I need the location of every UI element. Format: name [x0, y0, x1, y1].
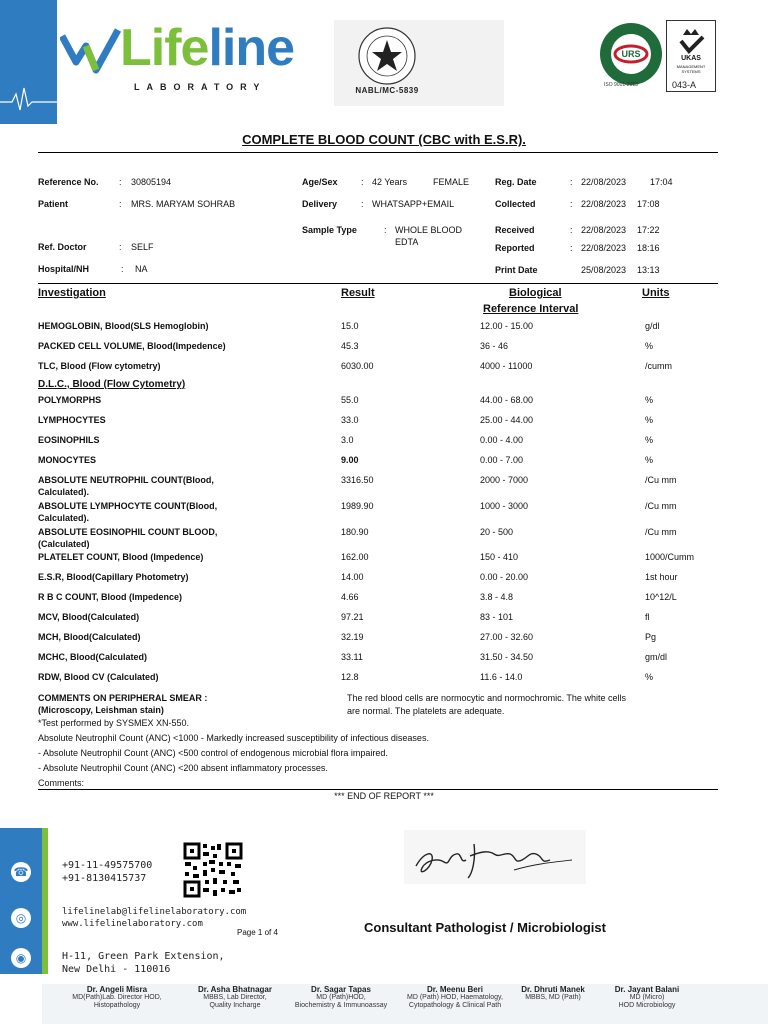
unit: %: [645, 395, 654, 405]
header-accent-strip: [0, 0, 57, 124]
doctor-entry: [62, 986, 172, 1010]
doctor-role: HOD Microbiology: [618, 1002, 676, 1009]
unit: /Cu mm: [645, 475, 677, 485]
doctors-bar: [42, 984, 768, 1024]
unit: %: [645, 435, 654, 445]
ref-no-label: Reference No.: [38, 177, 99, 187]
footer-icon-strip: [0, 828, 42, 974]
colon: :: [119, 242, 122, 252]
doctor-entry: [395, 986, 515, 1010]
result-value: 180.90: [341, 527, 369, 537]
colon: :: [384, 225, 387, 235]
received-label: Received: [495, 225, 535, 235]
ref-doctor-value: SELF: [131, 242, 154, 252]
globe-icon: ◎: [11, 908, 31, 928]
reference-interval: 12.00 - 15.00: [480, 321, 534, 331]
investigation-name: MCV, Blood(Calculated): [38, 612, 140, 622]
heartbeat-icon: [0, 80, 57, 120]
print-date-value: 25/08/2023: [581, 265, 627, 275]
col-units: Units: [642, 287, 670, 299]
reference-interval: 0.00 - 20.00: [480, 572, 529, 582]
patient-value: MRS. MARYAM SOHRAB: [131, 199, 236, 209]
website-link[interactable]: www.lifelinelaboratory.com: [62, 919, 203, 929]
reg-date-label: Reg. Date: [495, 177, 537, 187]
investigation-name: MCH, Blood(Calculated): [38, 632, 141, 642]
reference-interval: 150 - 410: [480, 552, 519, 562]
result-value: 45.3: [341, 341, 359, 351]
colon: :: [361, 177, 364, 187]
ukas-code: 043-A: [672, 80, 697, 90]
reference-interval: 3.8 - 4.8: [480, 592, 514, 602]
result-value: 4.66: [341, 592, 359, 602]
note-line: *Test performed by SYSMEX XN-550.: [38, 718, 190, 728]
col-reference-2: Reference Interval: [483, 303, 579, 315]
col-result: Result: [341, 287, 375, 299]
unit: /Cu mm: [645, 527, 677, 537]
result-value: 12.8: [341, 672, 359, 682]
colon: :: [119, 177, 122, 187]
signature-image: [404, 830, 586, 884]
peripheral-smear-heading: [38, 692, 207, 716]
email-link[interactable]: lifelinelab@lifelinelaboratory.com: [62, 907, 247, 917]
colon: :: [121, 264, 124, 274]
reference-interval: 0.00 - 7.00: [480, 455, 524, 465]
reported-label: Reported: [495, 243, 535, 253]
result-value: 97.21: [341, 612, 364, 622]
unit: %: [645, 672, 654, 682]
col-reference-1: Biological: [509, 287, 562, 299]
doctor-entry: [286, 986, 396, 1010]
address-line-1: H-11, Green Park Extension,: [62, 951, 225, 962]
reference-interval: 31.50 - 34.50: [480, 652, 534, 662]
reported-date-value: 22/08/2023: [581, 243, 627, 253]
doctor-credentials: MBBS, Lab Director,: [203, 994, 267, 1001]
sex-value: FEMALE: [433, 177, 470, 187]
doctor-entry: [592, 986, 702, 1010]
logo-subtitle: LABORATORY: [134, 82, 267, 92]
age-sex-label: Age/Sex: [302, 177, 338, 187]
nabl-seal-icon: [344, 26, 430, 88]
result-value-abnormal: 9.00: [341, 455, 359, 465]
doctor-name: Dr. Jayant Balani: [614, 985, 680, 994]
address-line-2: New Delhi - 110016: [62, 964, 171, 975]
footer-accent-bar: [42, 828, 48, 974]
lifeline-logo: [60, 18, 330, 98]
unit: 10^12/L: [645, 592, 677, 602]
result-value: 162.00: [341, 552, 369, 562]
reference-interval: 1000 - 3000: [480, 501, 529, 511]
investigation-name: TLC, Blood (Flow cytometry): [38, 361, 161, 371]
colon: :: [119, 199, 122, 209]
colon: :: [570, 177, 573, 187]
end-divider: [38, 789, 718, 790]
doctor-name: Dr. Meenu Beri: [426, 985, 483, 994]
result-value: 15.0: [341, 321, 359, 331]
result-value: 33.11: [341, 652, 363, 662]
doctor-role: Quality Incharge: [209, 1002, 261, 1009]
reported-time-value: 18:16: [637, 243, 660, 253]
delivery-label: Delivery: [302, 199, 338, 209]
sample-type-label: Sample Type: [302, 225, 357, 235]
qr-code-icon[interactable]: [183, 842, 243, 898]
reference-interval: 11.6 - 14.0: [480, 672, 523, 682]
phone-icon: ☎: [11, 862, 31, 882]
investigation-name: ABSOLUTE NEUTROPHIL COUNT(Blood, Calculated).: [38, 475, 214, 497]
reference-interval: 44.00 - 68.00: [480, 395, 534, 405]
reference-interval: 4000 - 11000: [480, 361, 533, 371]
ref-doctor-label: Ref. Doctor: [38, 242, 87, 252]
doctor-role: Histopathology: [93, 1002, 141, 1009]
unit: /Cu mm: [645, 501, 677, 511]
investigation-name: POLYMORPHS: [38, 395, 102, 405]
unit: 1st hour: [645, 572, 678, 582]
collected-label: Collected: [495, 199, 536, 209]
phone-1[interactable]: +91-11-49575700: [62, 860, 153, 871]
page-number: Page 1 of 4: [237, 928, 278, 937]
colon: :: [570, 225, 573, 235]
unit: fl: [645, 612, 650, 622]
dlc-section-heading: D.L.C., Blood (Flow Cytometry): [38, 379, 186, 390]
info-divider: [38, 283, 718, 284]
logo-wordmark: Lifeline: [120, 19, 295, 77]
note-line: Absolute Neutrophil Count (ANC) <1000 - Markedly increased susceptibility of infectious diseases.: [38, 733, 429, 743]
doctor-name: Dr. Asha Bhatnagar: [198, 985, 272, 994]
reference-interval: 0.00 - 4.00: [480, 435, 524, 445]
result-value: 3.0: [341, 435, 354, 445]
sample-type-value-2: EDTA: [395, 237, 419, 247]
hospital-value: NA: [135, 264, 148, 274]
investigation-name: PACKED CELL VOLUME, Blood(Impedence): [38, 341, 226, 351]
investigation-name: PLATELET COUNT, Blood (Impedence): [38, 552, 204, 562]
doctor-name: Dr. Angeli Misra: [86, 985, 148, 994]
end-of-report: *** END OF REPORT ***: [334, 791, 434, 801]
delivery-value: WHATSAPP+EMAIL: [372, 199, 455, 209]
investigation-name: MCHC, Blood(Calculated): [38, 652, 147, 662]
result-value: 55.0: [341, 395, 359, 405]
result-value: 14.00: [341, 572, 364, 582]
investigation-name: HEMOGLOBIN, Blood(SLS Hemoglobin): [38, 321, 209, 331]
investigation-name: ABSOLUTE LYMPHOCYTE COUNT(Blood, Calculated).: [38, 501, 218, 523]
colon: :: [570, 243, 573, 253]
ref-no-value: 30805194: [131, 177, 172, 187]
collected-date-value: 22/08/2023: [581, 199, 627, 209]
phone-2[interactable]: +91-8130415737: [62, 873, 147, 884]
reg-time-value: 17:04: [650, 177, 673, 187]
unit: %: [645, 455, 654, 465]
doctor-name: Dr. Sagar Tapas: [311, 985, 371, 994]
reference-interval: 20 - 500: [480, 527, 514, 537]
note-line: - Absolute Neutrophil Count (ANC) <200 absent inflammatory processes.: [38, 763, 328, 773]
peripheral-smear-heading-2: (Microscopy, Leishman stain): [38, 705, 164, 715]
doctor-credentials: MD (Path)HOD,: [316, 994, 366, 1001]
iso-caption: ISO 9001-2015: [604, 82, 638, 88]
colon: :: [570, 199, 573, 209]
doctor-credentials: MD(Path)Lab. Director HOD,: [72, 994, 162, 1001]
age-value: 42 Years: [372, 177, 408, 187]
doctor-role: Cytopathology & Clinical Path: [408, 1002, 502, 1009]
nabl-accreditation: [334, 20, 504, 106]
reg-date-value: 22/08/2023: [581, 177, 627, 187]
doctor-credentials: MBBS, MD (Path): [525, 994, 581, 1001]
unit: Pg: [645, 632, 657, 642]
reference-interval: 83 - 101: [480, 612, 514, 622]
patient-label: Patient: [38, 199, 69, 209]
received-date-value: 22/08/2023: [581, 225, 627, 235]
collected-time-value: 17:08: [637, 199, 660, 209]
unit: 1000/Cumm: [645, 552, 695, 562]
hospital-label: Hospital/NH: [38, 264, 90, 274]
location-icon: ◉: [11, 948, 31, 968]
doctor-entry: [180, 986, 290, 1010]
svg-text:URS: URS: [621, 49, 641, 59]
peripheral-smear-text: The red blood cells are normocytic and normochromic. The white cells are normal. The platelets are adequate.: [347, 693, 626, 716]
col-investigation: Investigation: [38, 287, 106, 299]
result-value: 6030.00: [341, 361, 374, 371]
investigation-name: R B C COUNT, Blood (Impedence): [38, 592, 183, 602]
ukas-title: UKAS: [681, 55, 701, 62]
unit: gm/dl: [645, 652, 668, 662]
investigation-name: EOSINOPHILS: [38, 435, 100, 445]
nabl-code: NABL/MC-5839: [355, 86, 419, 95]
result-value: 1989.90: [341, 501, 374, 511]
consultant-title: Consultant Pathologist / Microbiologist: [364, 920, 606, 935]
result-value: 3316.50: [341, 475, 374, 485]
title-divider: [38, 152, 718, 153]
received-time-value: 17:22: [637, 225, 660, 235]
unit: %: [645, 415, 654, 425]
investigation-name: MONOCYTES: [38, 455, 97, 465]
result-value: 33.0: [341, 415, 359, 425]
sample-type-value-1: WHOLE BLOOD: [395, 225, 463, 235]
colon: :: [361, 199, 364, 209]
doctor-credentials: MD (Path) HOD, Haematology,: [407, 994, 503, 1001]
ukas-subtitle: MANAGEMENT SYSTEMS: [676, 64, 706, 74]
doctor-name: Dr. Dhruti Manek: [521, 985, 585, 994]
investigation-name: LYMPHOCYTES: [38, 415, 106, 425]
comments-label: Comments:: [38, 778, 85, 788]
reference-interval: 36 - 46: [480, 341, 509, 351]
unit: %: [645, 341, 654, 351]
doctor-credentials: MD (Micro): [629, 994, 665, 1001]
report-title: COMPLETE BLOOD COUNT (CBC with E.S.R).: [242, 132, 526, 147]
investigation-name: RDW, Blood CV (Calculated): [38, 672, 159, 682]
unit: /cumm: [645, 361, 672, 371]
result-value: 32.19: [341, 632, 364, 642]
logo-mark-icon: [60, 26, 122, 78]
note-line: - Absolute Neutrophil Count (ANC) <500 control of endogenous microbial flora impaired.: [38, 748, 388, 758]
doctor-role: Biochemistry & Immunoassay: [294, 1002, 388, 1009]
print-time-value: 13:13: [637, 265, 660, 275]
print-date-label: Print Date: [495, 265, 538, 275]
reference-interval: 25.00 - 44.00: [480, 415, 534, 425]
crown-tick-icon: [667, 25, 715, 55]
investigation-name: ABSOLUTE EOSINOPHIL COUNT BLOOD, (Calculated): [38, 527, 218, 549]
investigation-name: E.S.R, Blood(Capillary Photometry): [38, 572, 189, 582]
reference-interval: 27.00 - 32.60: [480, 632, 534, 642]
reference-interval: 2000 - 7000: [480, 475, 529, 485]
peripheral-smear-heading-1: COMMENTS ON PERIPHERAL SMEAR :: [38, 693, 208, 703]
unit: g/dl: [645, 321, 660, 331]
